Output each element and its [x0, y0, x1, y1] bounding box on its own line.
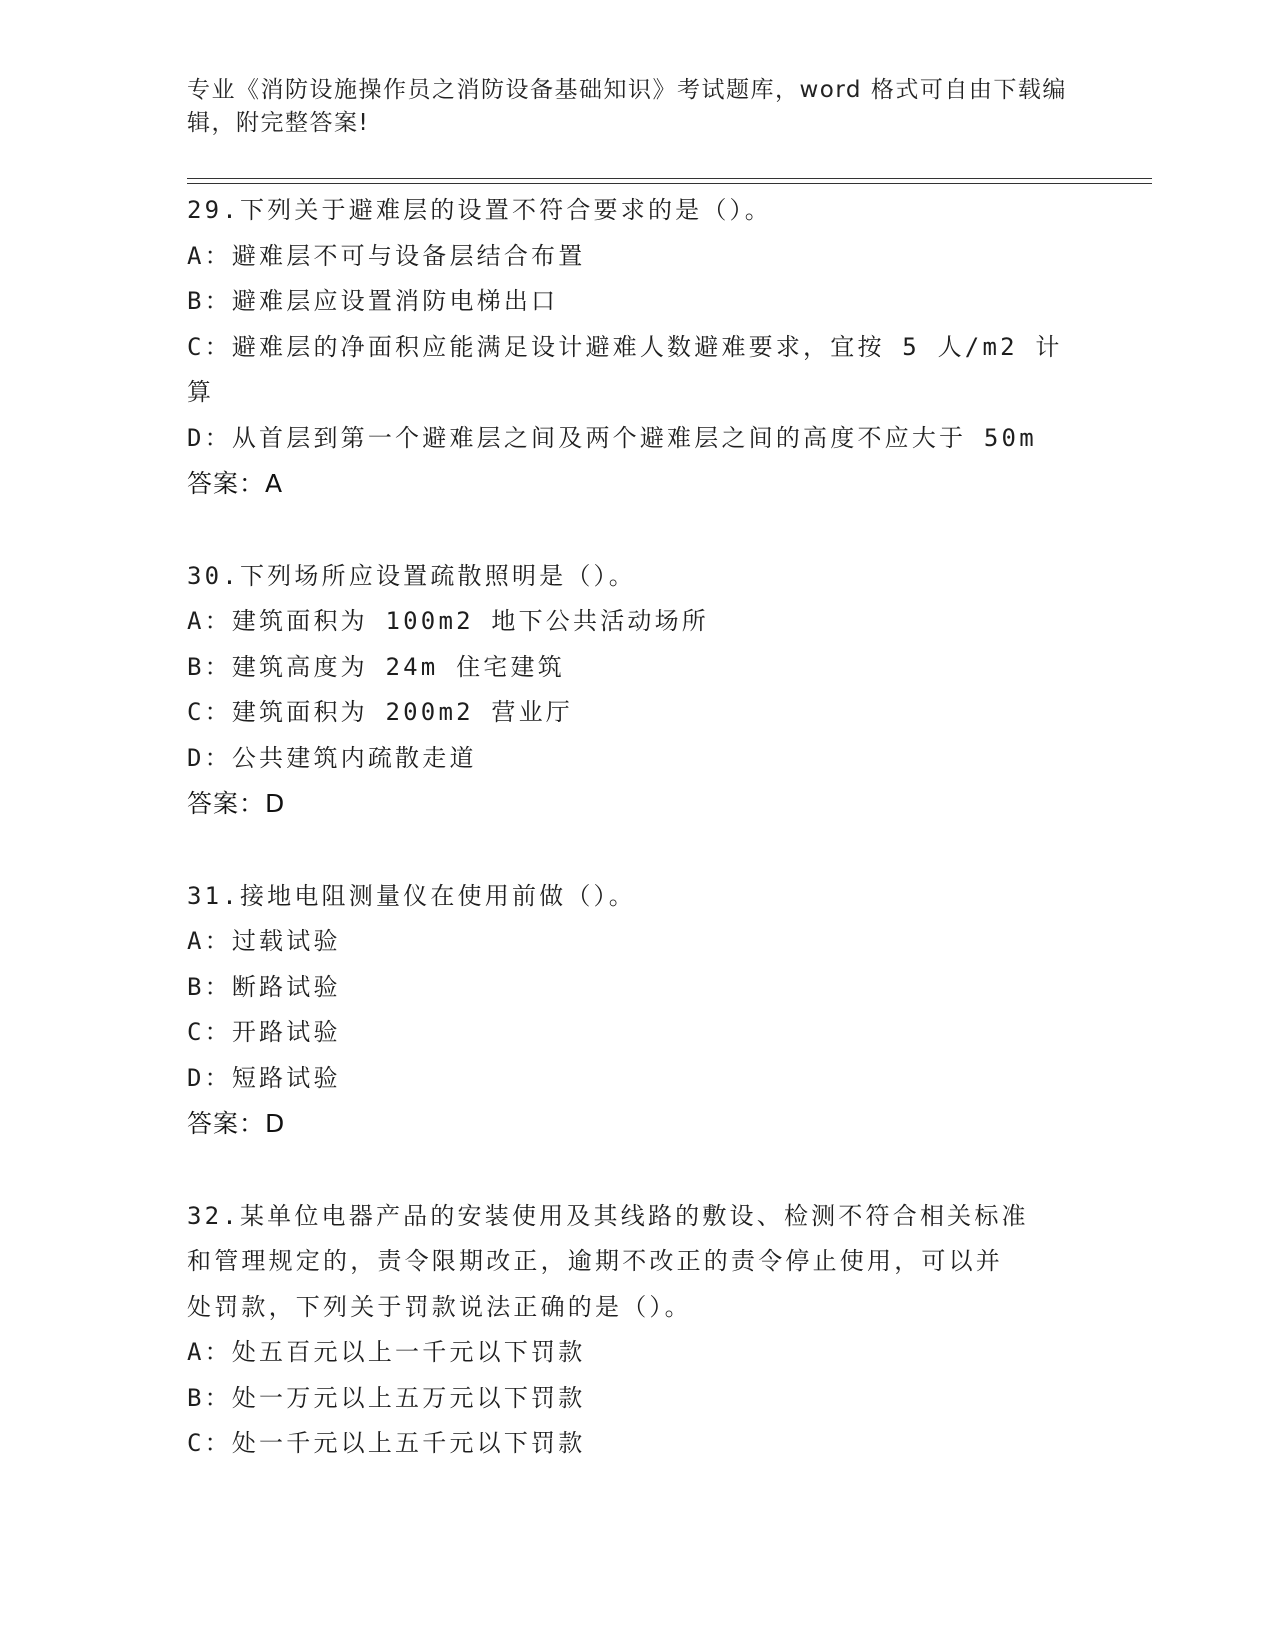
- option-b: B：断路试验: [187, 972, 341, 1001]
- option-a: A：建筑面积为 100m2 地下公共活动场所: [187, 607, 709, 635]
- option-c: C：处一千元以上五千元以下罚款: [187, 1429, 586, 1457]
- header-rule-top: [187, 178, 1152, 179]
- question-1: [187, 188, 1087, 507]
- question-stem-line: 处罚款，下列关于罚款说法正确的是（）。: [187, 1292, 692, 1321]
- question-stem-line: 29.下列关于避难层的设置不符合要求的是（）。: [187, 196, 772, 224]
- option-b: B：处一万元以上五万元以下罚款: [187, 1383, 586, 1412]
- question-list: [187, 188, 1087, 1514]
- option-a: A：过载试验: [187, 927, 341, 955]
- header-rule-bottom: [187, 183, 1152, 184]
- question-stem-line: 和管理规定的，责令限期改正，逾期不改正的责令停止使用，可以并: [187, 1247, 1003, 1275]
- question-3: [187, 874, 1087, 1147]
- option-b: B：建筑高度为 24m 住宅建筑: [187, 652, 565, 681]
- document-page: [187, 0, 1162, 1650]
- option-b: B：避难层应设置消防电梯出口: [187, 287, 559, 315]
- question-4: [187, 1194, 1087, 1467]
- answer-label: 答案：A: [187, 469, 284, 498]
- question-stem-line: 30.下列场所应设置疏散照明是（）。: [187, 561, 636, 590]
- question-2: [187, 554, 1087, 827]
- option-a: A：避难层不可与设备层结合布置: [187, 241, 586, 270]
- question-stem-line: 31.接地电阻测量仪在使用前做（）。: [187, 881, 636, 910]
- header-line-1: 专业《消防设施操作员之消防设备基础知识》考试题库，word 格式可自由下载编: [187, 77, 1067, 103]
- option-d: D：短路试验: [187, 1063, 341, 1092]
- option-c-cont: 算: [187, 378, 215, 406]
- option-c: C：开路试验: [187, 1018, 341, 1046]
- answer-label: 答案：D: [187, 789, 286, 818]
- header-line-2: 辑，附完整答案!: [187, 110, 370, 136]
- document-header: [187, 74, 1067, 140]
- option-a: A：处五百元以上一千元以下罚款: [187, 1338, 586, 1366]
- question-stem-line: 32.某单位电器产品的安装使用及其线路的敷设、检测不符合相关标准: [187, 1201, 1029, 1230]
- option-c: C：建筑面积为 200m2 营业厅: [187, 698, 573, 726]
- option-c: C：避难层的净面积应能满足设计避难人数避难要求，宜按 5 人/m2 计: [187, 332, 1063, 361]
- option-d: D：公共建筑内疏散走道: [187, 743, 477, 772]
- option-d: D：从首层到第一个避难层之间及两个避难层之间的高度不应大于 50m: [187, 423, 1037, 452]
- answer-label: 答案：D: [187, 1109, 286, 1138]
